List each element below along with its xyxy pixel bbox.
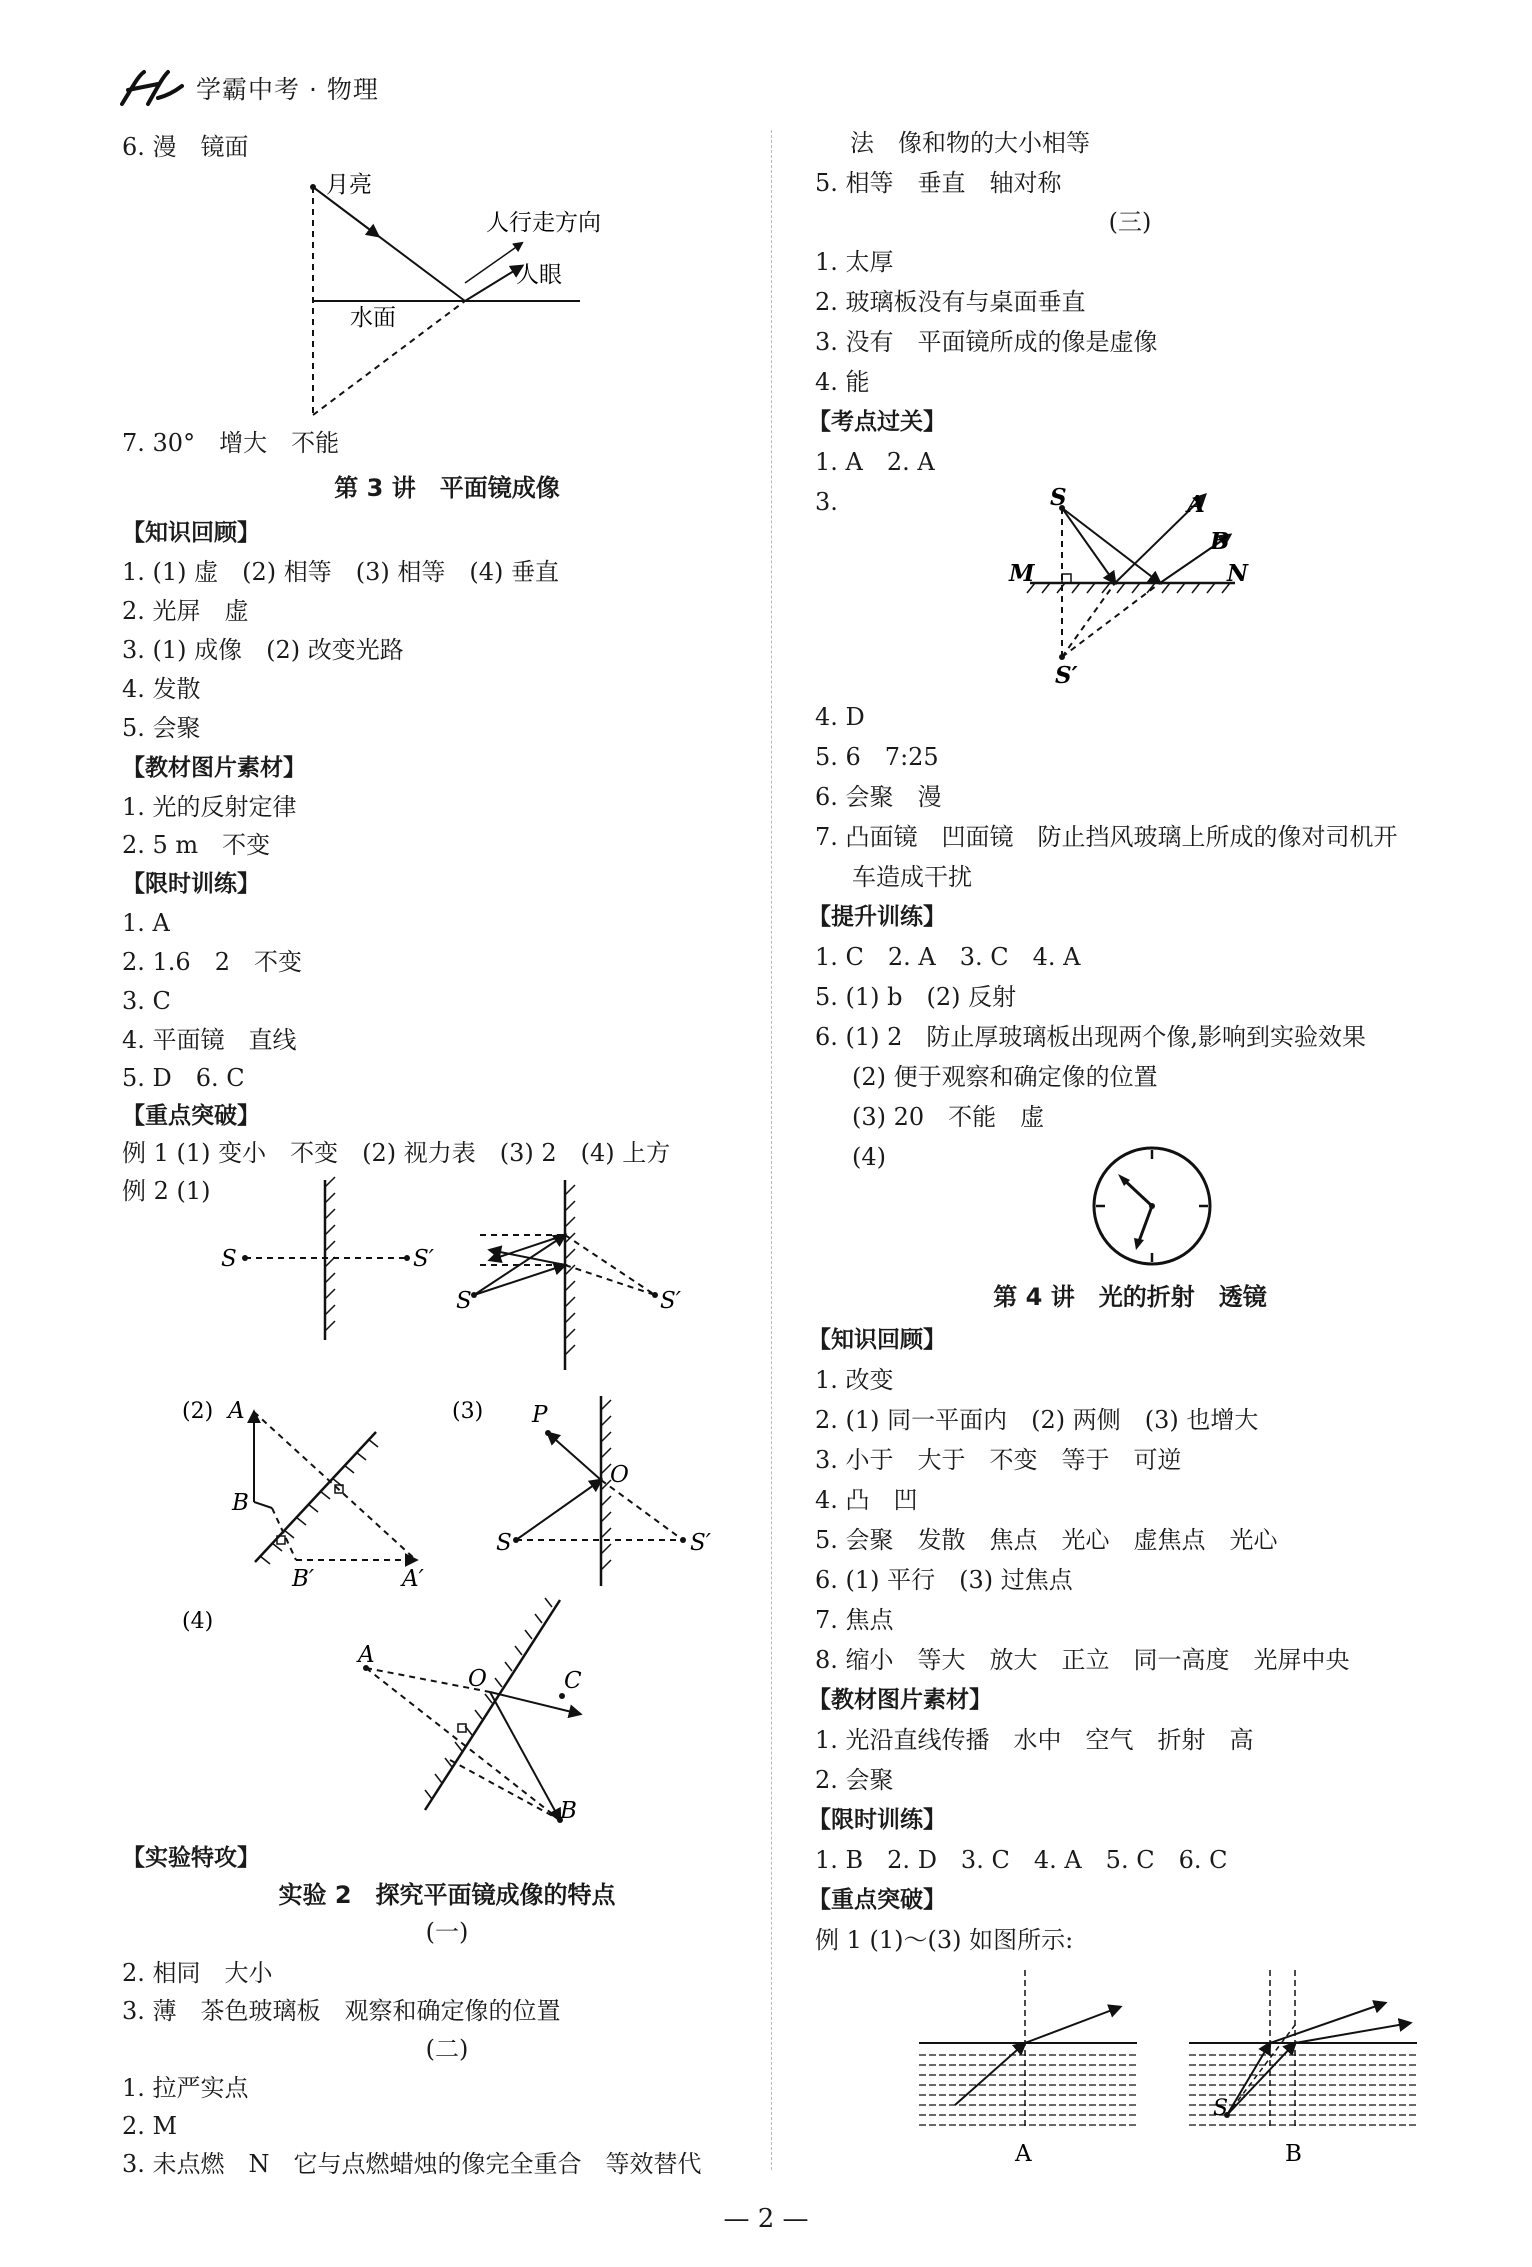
page-number: — 2 — <box>723 2204 809 2234</box>
image-s-label-2: S′ <box>660 1288 681 1314</box>
textbook-1: 1. 光的反射定律 <box>122 793 297 821</box>
review4-7: 7. 焦点 <box>815 1606 894 1634</box>
answer-6: 6. 漫 镜面 <box>122 133 249 161</box>
section-key-4: 【重点突破】 <box>808 1887 946 1913</box>
part-3-item-2: 2. 玻璃板没有与桌面垂直 <box>815 288 1086 316</box>
mirror-s-label: S <box>1050 484 1067 511</box>
mirror-ray-diagram-4 <box>180 1600 600 1830</box>
mirror-image-diagram-1 <box>215 1175 445 1345</box>
plane-mirror-diagram <box>1005 484 1265 689</box>
column-divider <box>771 130 772 2170</box>
mirror-n-label: N <box>1227 560 1249 587</box>
right-answer-5: 5. 相等 垂直 轴对称 <box>815 169 1062 197</box>
part-3-label: (3) <box>452 1399 484 1424</box>
walk-direction-label: 人行走方向 <box>486 210 601 236</box>
part-3-item-1: 1. 太厚 <box>815 248 894 276</box>
review4-4: 4. 凸 凹 <box>815 1486 918 1514</box>
image-s-label: S′ <box>413 1246 434 1272</box>
moon-reflection-diagram <box>290 170 630 430</box>
mirror-sp-label: S′ <box>1055 662 1078 689</box>
timed-3: 3. C <box>122 987 171 1015</box>
part-2-heading: (二) <box>425 2035 469 2063</box>
section-review: 【知识回顾】 <box>122 520 260 546</box>
point-a-label-4: A <box>358 1642 375 1668</box>
page-header <box>118 66 379 110</box>
review-4: 4. 发散 <box>122 675 201 703</box>
refraction-s-label: S <box>1213 2096 1229 2121</box>
part-1-heading: (一) <box>425 1918 469 1946</box>
improve-6-3: (3) 20 不能 虚 <box>852 1103 1045 1131</box>
review4-5: 5. 会聚 发散 焦点 光心 虚焦点 光心 <box>815 1526 1278 1554</box>
review4-8: 8. 缩小 等大 放大 正立 同一高度 光屏中央 <box>815 1646 1350 1674</box>
example4-1: 例 1 (1)～(3) 如图所示: <box>815 1926 1074 1954</box>
point-b-label: B <box>232 1490 249 1516</box>
mirror-m-label: M <box>1009 560 1035 587</box>
brand-logo-icon <box>118 68 186 108</box>
review4-2: 2. (1) 同一平面内 (2) 两侧 (3) 也增大 <box>815 1406 1259 1434</box>
checkpoint-7: 7. 凸面镜 凹面镜 防止挡风玻璃上所成的像对司机开 <box>815 823 1398 851</box>
section-timed: 【限时训练】 <box>122 871 260 897</box>
part-2-item-2: 2. M <box>122 2112 178 2140</box>
water-surface-label: 水面 <box>350 305 396 331</box>
review-3: 3. (1) 成像 (2) 改变光路 <box>122 636 404 664</box>
refraction-a-label: A <box>1015 2141 1032 2167</box>
refraction-b-label: B <box>1285 2141 1302 2167</box>
eye-label: 人眼 <box>516 262 562 288</box>
review-1: 1. (1) 虚 (2) 相等 (3) 相等 (4) 垂直 <box>122 558 560 586</box>
part-3-heading: (三) <box>1108 208 1152 236</box>
section-improve: 【提升训练】 <box>808 904 946 930</box>
image-s-label-3: S′ <box>690 1530 711 1556</box>
section-review-4: 【知识回顾】 <box>808 1327 946 1353</box>
review4-1: 1. 改变 <box>815 1366 894 1394</box>
improve-1-4: 1. C 2. A 3. C 4. A <box>815 943 1081 971</box>
section-checkpoint: 【考点过关】 <box>808 409 946 435</box>
section-key: 【重点突破】 <box>122 1103 260 1129</box>
image-b-label: B′ <box>292 1566 315 1592</box>
improve-5: 5. (1) b (2) 反射 <box>815 983 1017 1011</box>
part-2-label: (2) <box>182 1399 214 1424</box>
part-4-label: (4) <box>182 1609 214 1634</box>
example-2: 例 2 (1) <box>122 1177 211 1205</box>
source-s-label-3: S <box>496 1530 512 1556</box>
checkpoint-3: 3. <box>815 488 838 516</box>
clock-diagram <box>1088 1142 1216 1270</box>
review4-3: 3. 小于 大于 不变 等于 可逆 <box>815 1446 1182 1474</box>
lecture-4-title: 第 4 讲 光的折射 透镜 <box>993 1283 1267 1311</box>
mirror-a-label: A <box>1187 491 1205 518</box>
refraction-diagram-a <box>915 1965 1145 2165</box>
part-2-item-1: 1. 拉严实点 <box>122 2074 249 2102</box>
timed-2: 2. 1.6 2 不变 <box>122 948 302 976</box>
timed-4: 4. 平面镜 直线 <box>122 1026 297 1054</box>
timed4-answers: 1. B 2. D 3. C 4. A 5. C 6. C <box>815 1846 1228 1874</box>
textbook4-2: 2. 会聚 <box>815 1766 894 1794</box>
mirror-image-diagram-2 <box>450 1175 690 1375</box>
image-a-label: A′ <box>402 1566 424 1592</box>
checkpoint-7-cont: 车造成干扰 <box>852 863 972 891</box>
textbook4-1: 1. 光沿直线传播 水中 空气 折射 高 <box>815 1726 1254 1754</box>
refraction-diagram-b <box>1185 1965 1425 2165</box>
point-p-label: P <box>532 1402 548 1428</box>
mirror-point-diagram <box>450 1390 730 1590</box>
timed-1: 1. A <box>122 909 170 937</box>
point-o-label: O <box>610 1462 629 1488</box>
point-b-label-4: B <box>560 1798 577 1824</box>
answer-7: 7. 30° 增大 不能 <box>122 429 340 457</box>
right-continuation: 法 像和物的大小相等 <box>850 129 1090 157</box>
review-2: 2. 光屏 虚 <box>122 597 249 625</box>
section-timed-4: 【限时训练】 <box>808 1807 946 1833</box>
lecture-3-title: 第 3 讲 平面镜成像 <box>334 474 560 502</box>
mirror-arrow-diagram <box>180 1390 440 1590</box>
review-5: 5. 会聚 <box>122 714 201 742</box>
checkpoint-5: 5. 6 7:25 <box>815 743 939 771</box>
checkpoint-1-2: 1. A 2. A <box>815 448 935 476</box>
header-title: 学霸中考 · 物理 <box>196 75 379 104</box>
part-1-item-2: 2. 相同 大小 <box>122 1959 273 1987</box>
improve-6-4: (4) <box>852 1143 886 1171</box>
textbook-2: 2. 5 m 不变 <box>122 831 271 859</box>
source-s-label: S <box>221 1246 237 1272</box>
part-1-item-3: 3. 薄 茶色玻璃板 观察和确定像的位置 <box>122 1997 561 2025</box>
moon-label: 月亮 <box>326 172 372 198</box>
point-a-label: A <box>228 1398 245 1424</box>
source-s-label-2: S <box>456 1288 472 1314</box>
part-3-item-4: 4. 能 <box>815 368 870 396</box>
section-textbook-4: 【教材图片素材】 <box>808 1687 992 1713</box>
part-3-item-3: 3. 没有 平面镜所成的像是虚像 <box>815 328 1158 356</box>
experiment-2-title: 实验 2 探究平面镜成像的特点 <box>278 1881 616 1909</box>
improve-6: 6. (1) 2 防止厚玻璃板出现两个像,影响到实验效果 <box>815 1023 1367 1051</box>
checkpoint-6: 6. 会聚 漫 <box>815 783 942 811</box>
section-experiment: 【实验特攻】 <box>122 1845 260 1871</box>
point-c-label-4: C <box>564 1668 582 1694</box>
point-o-label-4: O <box>468 1666 487 1692</box>
checkpoint-4: 4. D <box>815 703 865 731</box>
review4-6: 6. (1) 平行 (3) 过焦点 <box>815 1566 1073 1594</box>
improve-6-2: (2) 便于观察和确定像的位置 <box>852 1063 1158 1091</box>
timed-5: 5. D 6. C <box>122 1064 245 1092</box>
mirror-b-label: B <box>1210 528 1230 555</box>
section-textbook: 【教材图片素材】 <box>122 755 306 781</box>
part-2-item-3: 3. 未点燃 N 它与点燃蜡烛的像完全重合 等效替代 <box>122 2150 702 2178</box>
example-1: 例 1 (1) 变小 不变 (2) 视力表 (3) 2 (4) 上方 <box>122 1139 671 1167</box>
